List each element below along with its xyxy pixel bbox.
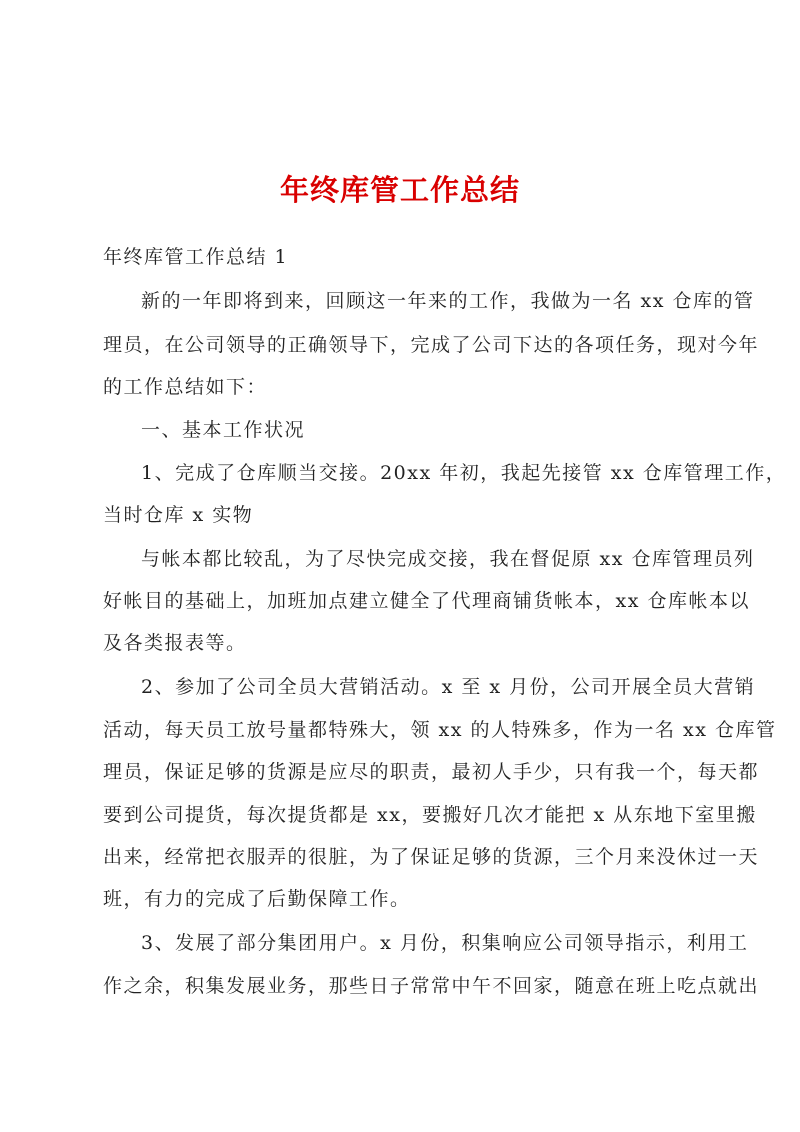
paragraph-line: 及各类报表等。 [103, 632, 247, 654]
paragraph-line: 理员，在公司领导的正确领导下，完成了公司下达的各项任务，现对今年 [103, 334, 760, 356]
paragraph-line: 当时仓库 x 实物 [103, 504, 254, 526]
paragraph-line: 要到公司提货，每次提货都是 xx，要搬好几次才能把 x 从东地下室里搬 [103, 804, 757, 826]
paragraph-line: 出来，经常把衣服弄的很脏，为了保证足够的货源，三个月来没休过一天 [103, 846, 760, 868]
document-title: 年终库管工作总结 [279, 173, 520, 207]
paragraph-line: 好帐目的基础上，加班加点建立健全了代理商铺货帐本，xx 仓库帐本以 [103, 590, 750, 612]
paragraph-line: 班，有力的完成了后勤保障工作。 [103, 888, 411, 910]
paragraph-line: 的工作总结如下： [103, 376, 268, 398]
section-heading: 年终库管工作总结 1 [103, 246, 289, 268]
paragraph-line: 理员，保证足够的货源是应尽的职责，最初人手少，只有我一个，每天都 [103, 761, 760, 783]
paragraph-line: 3、发展了部分集团用户。x 月份，积集响应公司领导指示，利用工 [141, 932, 749, 954]
paragraph-line: 2、参加了公司全员大营销活动。x 至 x 月份，公司开展全员大营销 [141, 676, 756, 698]
subheading: 一、基本工作状况 [141, 419, 306, 441]
paragraph-line: 作之余，积集发展业务，那些日子常常中午不回家，随意在班上吃点就出 [103, 975, 760, 997]
paragraph-line: 活动，每天员工放号量都特殊大，领 xx 的人特殊多，作为一名 xx 仓库管 [103, 719, 777, 741]
paragraph-line: 与帐本都比较乱，为了尽快完成交接，我在督促原 xx 仓库管理员列 [141, 548, 755, 570]
paragraph-line: 新的一年即将到来，回顾这一年来的工作，我做为一名 xx 仓库的管 [141, 290, 755, 312]
paragraph-line: 1、完成了仓库顺当交接。20xx 年初，我起先接管 xx 仓库管理工作， [141, 462, 787, 484]
